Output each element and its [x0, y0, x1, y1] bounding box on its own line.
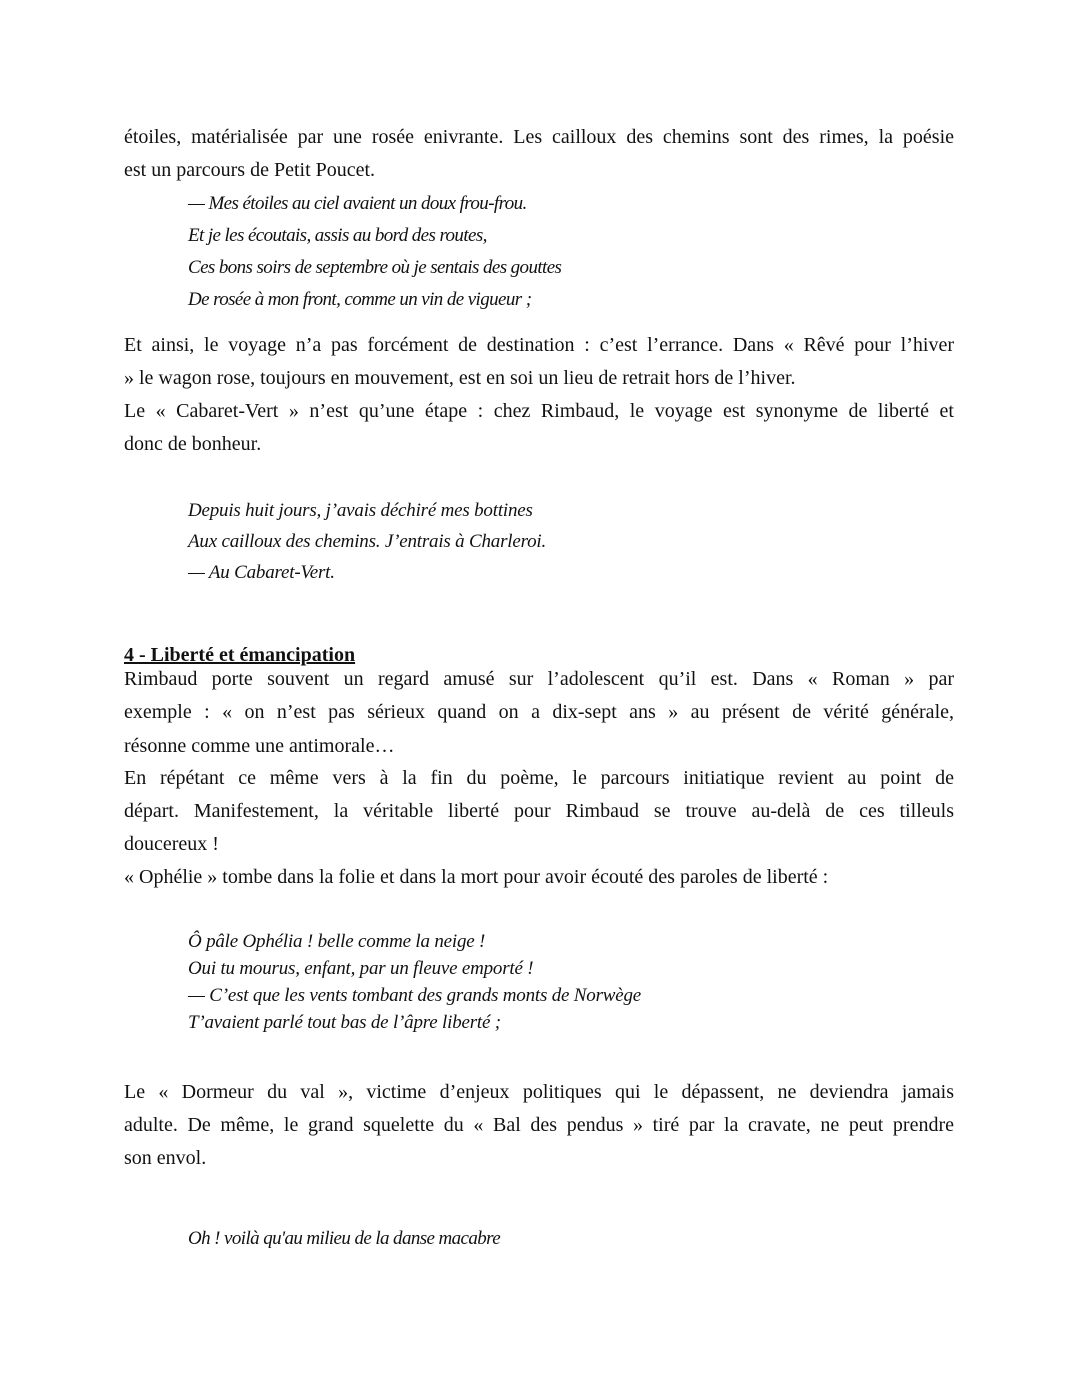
- paragraph-line: » le wagon rose, toujours en mouvement, est en soi un lieu de retrait hors de l’hiver.: [124, 367, 796, 389]
- paragraph-line: résonne comme une antimorale…: [124, 735, 395, 757]
- paragraph-line: exemple : « on n’est pas sérieux quand on a dix-sept ans » au présent de vérité générale,: [124, 701, 954, 723]
- verse-line: Ô pâle Ophélia ! belle comme la neige !: [188, 931, 486, 952]
- verse-line: T’avaient parlé tout bas de l’âpre liberté ;: [188, 1012, 501, 1033]
- paragraph-line: étoiles, matérialisée par une rosée enivrante. Les cailloux des chemins sont des rimes, la poésie: [124, 126, 954, 148]
- verse-line: — C’est que les vents tombant des grands monts de Norwège: [188, 985, 642, 1006]
- paragraph-line: En répétant ce même vers à la fin du poème, le parcours initiatique revient au point de: [124, 767, 954, 789]
- verse-line: Ces bons soirs de septembre où je sentais des gouttes: [188, 257, 562, 278]
- paragraph-line: « Ophélie » tombe dans la folie et dans la mort pour avoir écouté des paroles de liberté :: [124, 866, 829, 888]
- section-heading: 4 - Liberté et émancipation: [124, 644, 356, 666]
- verse-line: — Au Cabaret-Vert.: [188, 562, 335, 583]
- verse-line: Oui tu mourus, enfant, par un fleuve emporté !: [188, 958, 534, 979]
- verse-line: Aux cailloux des chemins. J’entrais à Charleroi.: [188, 531, 547, 552]
- verse-line: Et je les écoutais, assis au bord des routes,: [188, 225, 487, 246]
- verse-line: — Mes étoiles au ciel avaient un doux frou-frou.: [188, 193, 527, 214]
- paragraph-line: Le « Cabaret-Vert » n’est qu’une étape : chez Rimbaud, le voyage est synonyme de liberté et: [124, 400, 954, 422]
- paragraph-line: Rimbaud porte souvent un regard amusé sur l’adolescent qu’il est. Dans « Roman » par: [124, 668, 954, 690]
- paragraph-line: Le « Dormeur du val », victime d’enjeux politiques qui le dépassent, ne deviendra jamais: [124, 1081, 954, 1103]
- verse-line: De rosée à mon front, comme un vin de vigueur ;: [188, 289, 532, 310]
- paragraph-line: doucereux !: [124, 833, 219, 855]
- paragraph-line: Et ainsi, le voyage n’a pas forcément de destination : c’est l’errance. Dans « Rêvé pour l’hiver: [124, 334, 954, 356]
- paragraph-line: donc de bonheur.: [124, 433, 262, 455]
- paragraph-line: est un parcours de Petit Poucet.: [124, 159, 376, 181]
- verse-line: Depuis huit jours, j’avais déchiré mes bottines: [188, 500, 533, 521]
- verse-line: Oh ! voilà qu'au milieu de la danse macabre: [188, 1228, 501, 1249]
- paragraph-line: départ. Manifestement, la véritable liberté pour Rimbaud se trouve au-delà de ces tilleuls: [124, 800, 954, 822]
- paragraph-line: adulte. De même, le grand squelette du « Bal des pendus » tiré par la cravate, ne peut prendre: [124, 1114, 954, 1136]
- paragraph-line: son envol.: [124, 1147, 207, 1169]
